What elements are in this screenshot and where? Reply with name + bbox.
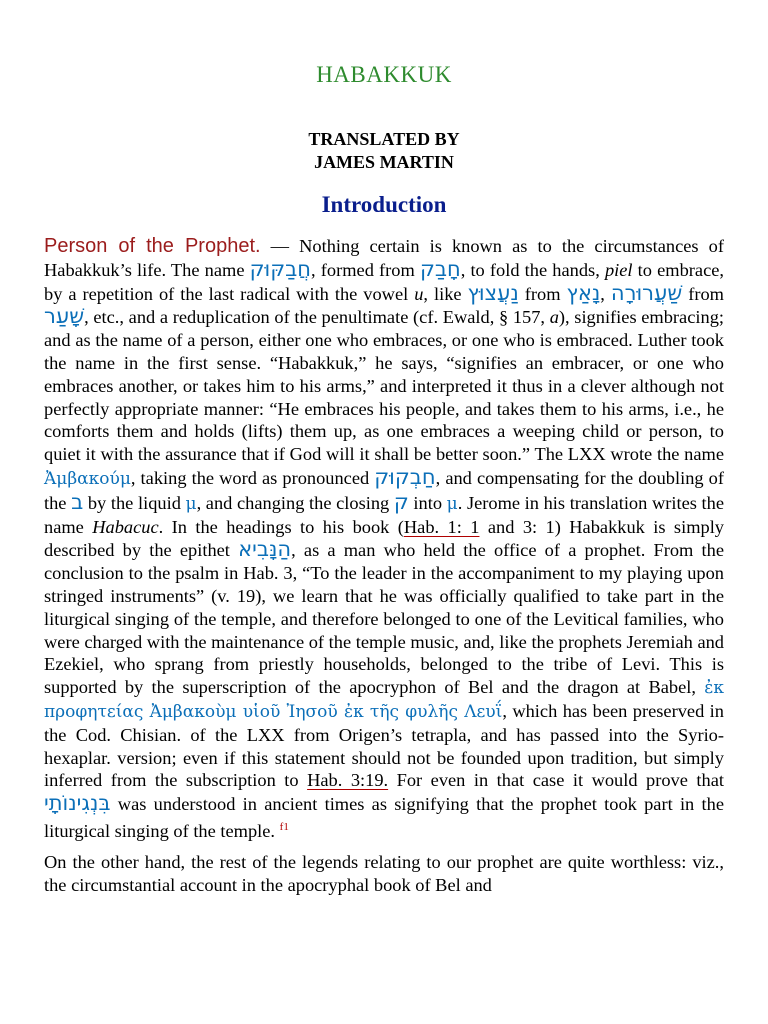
text-run: and 3: 1) Habakkuk is simply described by the epithet [44,516,724,561]
hebrew-word: נָאַץ [566,280,601,305]
italic-term: piel [604,259,633,280]
hebrew-letter: ב [71,489,84,514]
italic-term: u [414,283,424,304]
text-run: For even in that case it would prove that [388,770,724,791]
text-run: ), signifies embracing; and as the name of a person, either one who embraces, or one who is embraced. Luther took the name in the first sense. “Habakkuk,” he says, “signifies an embracer, or one who embraces another, or takes him to his arms,” and interpreted it thus in a clever although not perfectly appropriate manner: “He embraces his people, and takes them to his arms, i.e., he comforts them and holds (lifts) them up, as one embraces a weeping child or person, to quiet it with the assurance that if God will it shall be better soon.” The LXX wrote the name [44,307,724,465]
scripture-link[interactable]: Hab. 3:19. [307,770,389,791]
text-run: into [408,492,447,513]
text-run: , [600,283,611,304]
hebrew-letter: ק [393,489,409,514]
text-run: . Jerome in his translation writes the name [44,492,724,537]
greek-phrase: ἐκ προφητείας Ἀμβακοὺμ υἱοῦ Ἰησοῦ ἐκ τῆς φυλῆς Λευΐ [44,678,724,722]
italic-term: a [549,307,559,328]
text-run: was understood in ancient times as signifying that the prophet took part in the liturgical singing of the temple. [44,794,724,842]
hebrew-word: חֲבַקּוּק [249,256,312,281]
hebrew-word: בִּנְגִינוֹתָי [44,791,111,816]
body-text [44,235,724,904]
text-run: from [682,283,724,304]
text-run: , formed from [311,259,420,280]
italic-term: Habacuc [92,516,159,537]
paragraph-lead: Person of the Prophet. [44,235,261,257]
text-run: to embrace, by a repetition of the last radical with the vowel [44,259,725,304]
text-run: , and compensating for the doubling of the [44,467,724,513]
greek-word: Ἀμβακούμ [44,468,131,489]
translator-name: JAMES MARTIN [314,152,454,172]
text-run: , like [423,283,468,304]
paragraph-1 [44,235,724,843]
text-run: — Nothing certain is known as to the circumstances of Habakkuk’s life. The name [44,236,724,280]
text-run: from [518,283,567,304]
text-run: , etc., and a reduplication of the penultimate (cf. Ewald, § 157, [84,307,550,328]
text-run: , which has been preserved in the Cod. Chisian. of the LXX from Origen’s tetrapla, and has passed into the Syrio-hexaplar. version; even if this statement should not be founded upon tradition, but simply inferred from the subscription to [44,700,724,791]
paragraph-2: On the other hand, the rest of the legends relating to our prophet are quite worthless: viz., the circumstantial account in the apocryphal book of Bel and [44,851,724,895]
greek-letter: μ [185,493,197,514]
footnote-marker[interactable]: f1 [279,820,289,833]
text-run: by the liquid [83,492,186,513]
byline [0,128,768,174]
hebrew-word: הַנָּבִיא [238,537,292,562]
text-run: . In the headings to his book ( [158,516,404,537]
scripture-link[interactable]: Hab. 1: 1 [403,516,480,537]
text-run: , and changing the closing [196,492,394,513]
translated-by-label: TRANSLATED BY [308,129,460,149]
hebrew-word: נַעֲצוּץ [467,280,519,305]
hebrew-word: שָׁעַר [44,304,85,329]
hebrew-word: שַׁעֲרוּרָה [610,280,683,305]
greek-letter: μ [446,493,458,514]
section-heading: Introduction [321,192,447,217]
text-run: , to fold the hands, [460,259,605,280]
hebrew-word: חָבַק [419,256,461,281]
text-run: , taking the word as pronounced [130,467,375,488]
book-title: HABAKKUK [316,62,452,87]
hebrew-word: חַבְקוּק [374,464,436,489]
text-run: , as a man who held the office of a prophet. From the conclusion to the psalm in Hab. 3, “To the leader in the accompaniment to my playing upon stringed instruments” (v. 19), we learn that he was officially qualified to take part in the liturgical singing of the temple, and therefore belonged to one of the Levitical families, who were charged with the maintenance of the temple music, and, like the prophets Jeremiah and Ezekiel, who sprang from priestly households, belonged to the tribe of Levi. This is supported by the superscription of the apocryphon of Bel and the dragon at Babel, [44,540,724,698]
